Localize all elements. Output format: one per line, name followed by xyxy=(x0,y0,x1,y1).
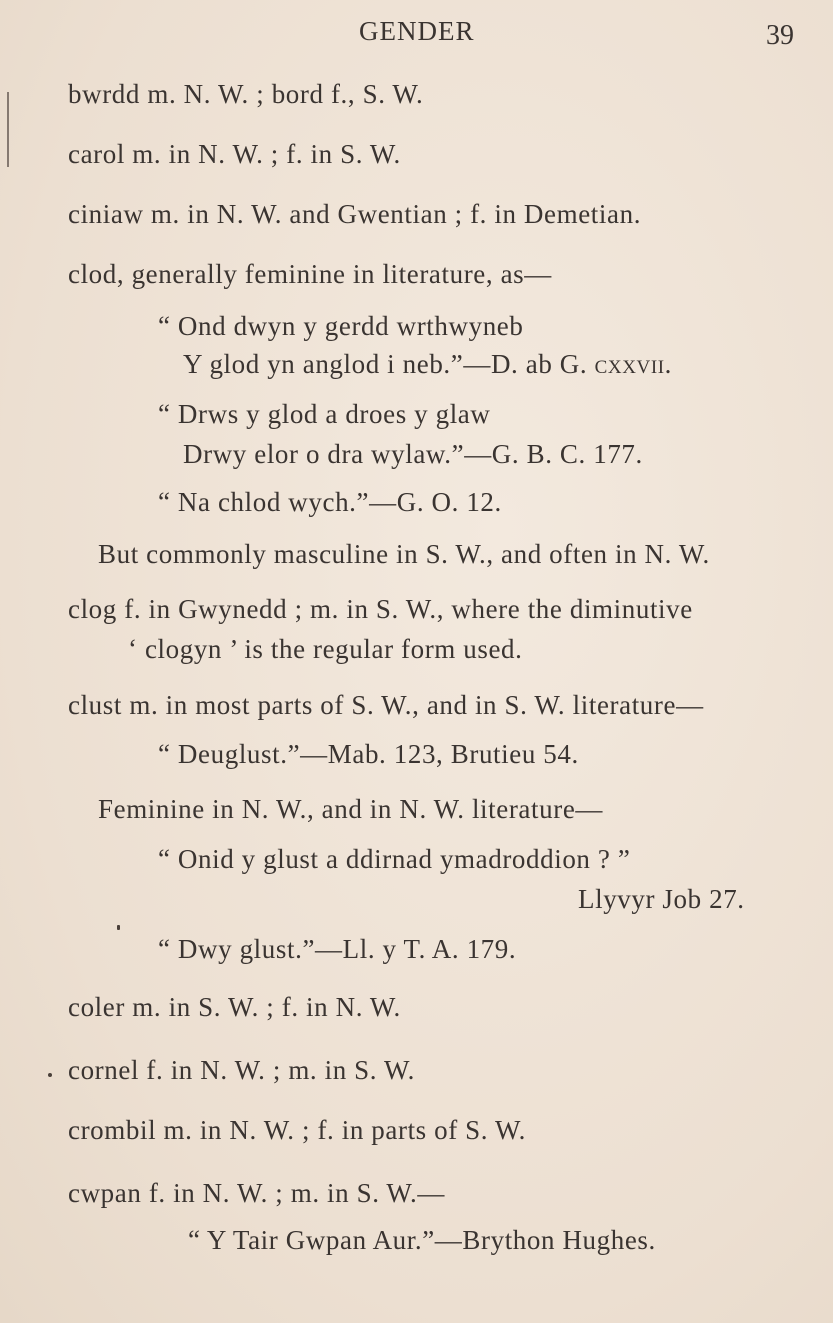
entry-ciniaw: ciniaw m. in N. W. and Gwentian ; f. in Demetian. xyxy=(68,199,642,229)
entry-clod-intro: clod, generally feminine in literature, as— xyxy=(68,259,552,289)
clod-masculine-note: But commonly masculine in S. W., and often in N. W. xyxy=(98,539,710,569)
margin-dot xyxy=(48,1073,52,1077)
ink-speck xyxy=(117,925,120,930)
clust-quote-1: “ Deuglust.”—Mab. 123, Brutieu 54. xyxy=(158,739,579,769)
clod-quote-2-line-1: “ Drws y glod a droes y glaw xyxy=(158,399,491,429)
page-header xyxy=(0,16,833,56)
entry-clog-line-1: clog f. in Gwynedd ; m. in S. W., where the diminutive xyxy=(68,594,693,624)
entry-clust-intro: clust m. in most parts of S. W., and in S. W. literature— xyxy=(68,690,704,720)
entry-coler: coler m. in S. W. ; f. in N. W. xyxy=(68,992,401,1022)
clust-feminine-note: Feminine in N. W., and in N. W. literature— xyxy=(98,794,603,824)
clod-quote-1-line-2 xyxy=(183,347,672,381)
clod-quote-1-line-1: “ Ond dwyn y gerdd wrthwyneb xyxy=(158,311,524,341)
page-number: 39 xyxy=(766,20,794,51)
running-head: GENDER xyxy=(359,16,475,46)
entry-cwpan: cwpan f. in N. W. ; m. in S. W.— xyxy=(68,1178,445,1208)
clust-quote-3: “ Dwy glust.”—Ll. y T. A. 179. xyxy=(158,934,517,964)
entry-cornel: cornel f. in N. W. ; m. in S. W. xyxy=(68,1055,415,1085)
entry-clog-line-2: ‘ clogyn ’ is the regular form used. xyxy=(128,634,523,664)
margin-rule xyxy=(7,92,9,167)
entry-bwrdd: bwrdd m. N. W. ; bord f., S. W. xyxy=(68,79,424,109)
clod-quote-2-line-2: Drwy elor o dra wylaw.”—G. B. C. 177. xyxy=(183,439,643,469)
entry-carol: carol m. in N. W. ; f. in S. W. xyxy=(68,139,401,169)
clod-quote-1-text: Y glod yn anglod i neb.”—D. ab G. xyxy=(183,349,595,379)
clod-quote-1-roman: cxxvii. xyxy=(594,349,673,379)
clust-quote-2-line-1: “ Onid y glust a ddirnad ymadroddion ? ” xyxy=(158,844,631,874)
clust-quote-2-source: Llyvyr Job 27. xyxy=(578,884,745,914)
clod-quote-3: “ Na chlod wych.”—G. O. 12. xyxy=(158,487,502,517)
cwpan-quote: “ Y Tair Gwpan Aur.”—Brython Hughes. xyxy=(188,1225,656,1255)
entry-crombil: crombil m. in N. W. ; f. in parts of S. W. xyxy=(68,1115,526,1145)
